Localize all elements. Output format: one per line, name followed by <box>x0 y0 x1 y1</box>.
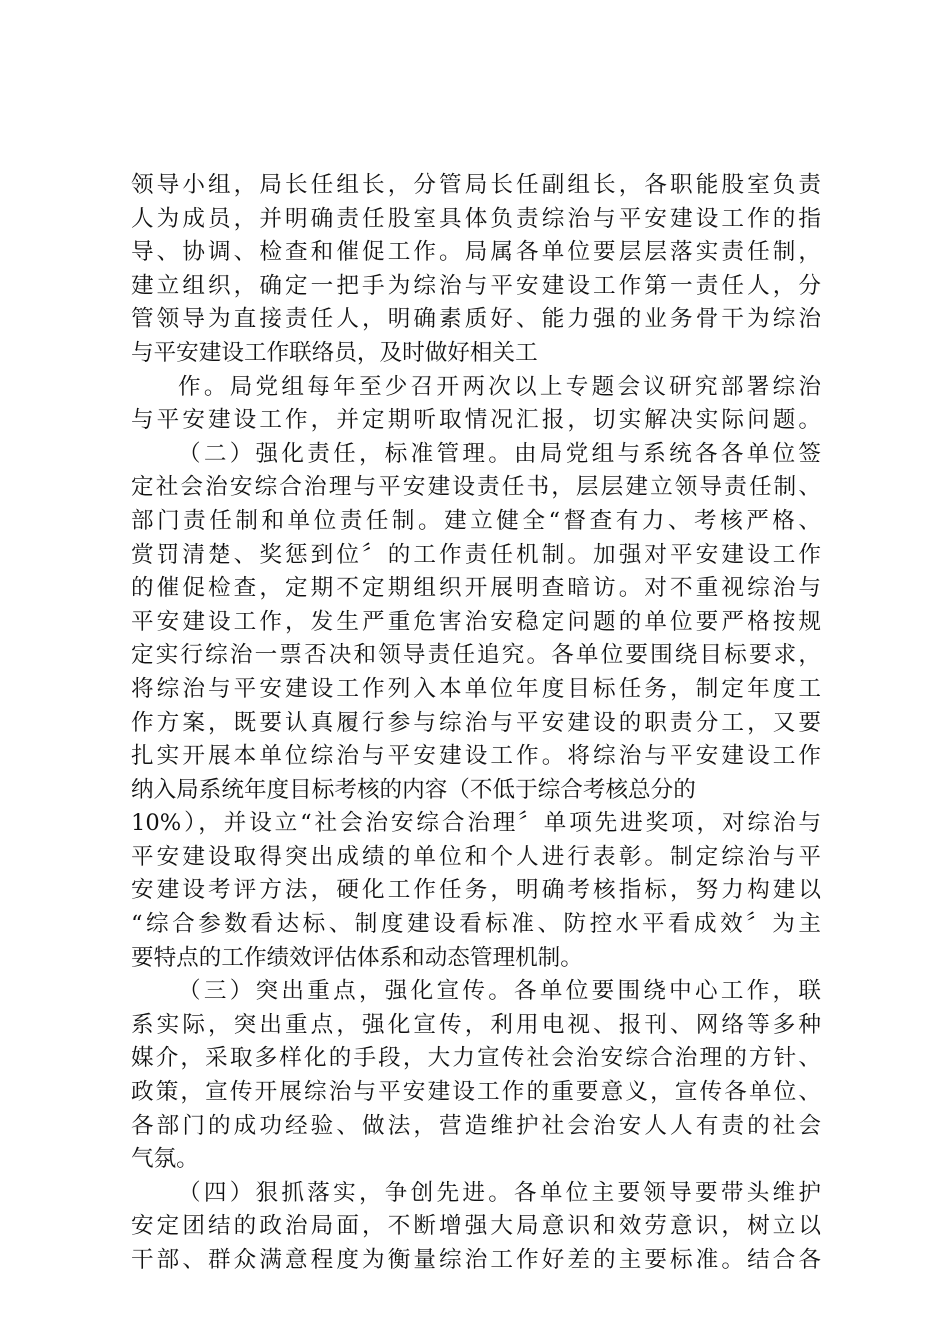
text-line: 领导小组，局长任组长，分管局长任副组长，各职能股室负责 <box>131 172 821 198</box>
text-line: 定社会治安综合治理与平安建设责任书，层层建立领导责任制、 <box>131 474 821 501</box>
text-line: 系实际，突出重点，强化宣传，利用电视、报刊、网络等多种 <box>131 1011 821 1038</box>
text-line: 干部、群众满意程度为衡量综治工作好差的主要标准。结合各 <box>131 1247 821 1273</box>
text-line: 与平安建设工作联络员，及时做好相关工 <box>131 339 538 366</box>
text-line: “综合参数看达标、制度建设看标准、防控水平看成效〞为主 <box>131 911 821 938</box>
text-line: 10%），并设立“社会治安综合治理〞单项先进奖项，对综治与 <box>131 810 821 837</box>
body-text <box>131 169 821 1278</box>
text-line: 纳入局系统年度目标考核的内容（不低于综合考核总分的 <box>131 776 696 803</box>
text-line: 媒介，采取多样化的手段，大力宣传社会治安综合治理的方针、 <box>131 1045 821 1072</box>
text-line: 定实行综治一票否决和领导责任追究。各单位要围绕目标要求， <box>131 642 821 669</box>
text-line: 的催促检查，定期不定期组织开展明查暗访。对不重视综治与 <box>131 575 821 602</box>
text-line: 气氛。 <box>131 1146 199 1173</box>
text-line: 各部门的成功经验、做法，营造维护社会治安人人有责的社会 <box>131 1112 821 1139</box>
text-line: 作方案，既要认真履行参与综治与平安建设的职责分工，又要 <box>131 709 821 736</box>
paragraph-heading-line: （二）强化责任，标准管理。由局党组与系统各各单位签 <box>178 440 821 467</box>
text-line: 安定团结的政治局面，不断增强大局意识和效劳意识，树立以 <box>131 1213 821 1240</box>
text-line: 建立组织，确定一把手为综治与平安建设工作第一责任人，分 <box>131 272 821 299</box>
text-line: 导、协调、检查和催促工作。局属各单位要层层落实责任制， <box>131 239 821 266</box>
text-line: 与平安建设工作，并定期听取情况汇报，切实解决实际问题。 <box>131 407 821 434</box>
text-line: 将综治与平安建设工作列入本单位年度目标任务，制定年度工 <box>131 675 821 702</box>
text-line: 部门责任制和单位责任制。建立健全“督查有力、考核严格、 <box>131 507 821 534</box>
paragraph-heading-line: （四）狠抓落实，争创先进。各单位主要领导要带头维护 <box>178 1179 821 1206</box>
text-line: 平安建设工作，发生严重危害治安稳定问题的单位要严格按规 <box>131 608 821 635</box>
text-line: 作。局党组每年至少召开两次以上专题会议研究部署综治 <box>178 373 821 400</box>
text-line: 人为成员，并明确责任股室具体负责综治与平安建设工作的指 <box>131 205 821 232</box>
text-line: 赏罚清楚、奖惩到位〞的工作责任机制。加强对平安建设工作 <box>131 541 821 568</box>
text-line: 政策，宣传开展综治与平安建设工作的重要意义，宣传各单位、 <box>131 1079 821 1106</box>
text-line: 管领导为直接责任人，明确素质好、能力强的业务骨干为综治 <box>131 306 821 333</box>
text-line: 要特点的工作绩效评估体系和动态管理机制。 <box>131 944 583 971</box>
text-line: 安建设考评方法，硬化工作任务，明确考核指标，努力构建以 <box>131 877 821 904</box>
text-line: 扎实开展本单位综治与平安建设工作。将综治与平安建设工作 <box>131 743 821 770</box>
paragraph-heading-line: （三）突出重点，强化宣传。各单位要围绕中心工作，联 <box>178 978 821 1005</box>
text-line: 平安建设取得突出成绩的单位和个人进行表彰。制定综治与平 <box>131 843 821 870</box>
